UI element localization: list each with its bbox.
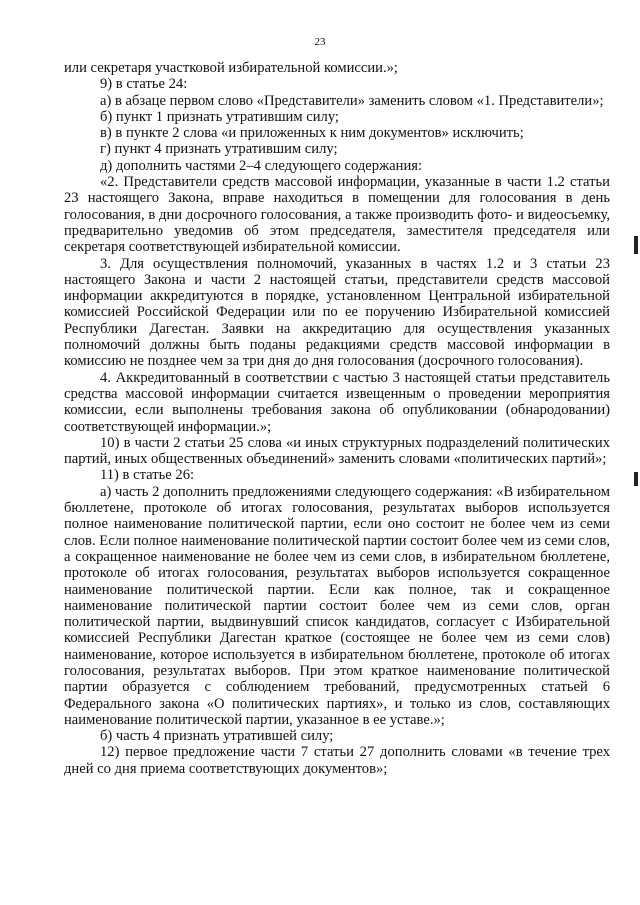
scan-edge-mark <box>634 236 638 254</box>
paragraph: 4. Аккредитованный в соответствии с частью 3 настоящей статьи представитель средства массовой информации считается извещенным о проведении мероприятия комиссии, если выполнены требования закона об опубликовании (обнародовании) соответствующей информации.»; <box>64 369 610 435</box>
paragraph: д) дополнить частями 2–4 следующего содержания: <box>100 157 423 174</box>
paragraph: а) часть 2 дополнить предложениями следующего содержания: «В избирательном бюллетене, протоколе об итогах голосования, результатах выборов используется полное наименование политической партии, если оно состоит не более чем из семи слов. Если полное наименование политической партии состоит более чем из семи слов, а сокращенное наименование не более чем из семи слов, в избирательном бюллетене, протоколе об итогах голосования, результатах выборов используется сокращенное наименование политической партии. Если как полное, так и сокращенное наименование политической партии состоит более чем из семи слов, орган политической партии, выдвинувший список кандидатов, согласует с Избирательной комиссией Республики Дагестан краткое (состоящее не более чем из семи слов) наименование, которое используется в избирательном бюллетене, протоколе об итогах голосования, результатах выборов. При этом краткое наименование политической партии образуется с соблюдением требований, предусмотренных статьей 6 Федерального закона «О политических партиях», и только из слов, составляющих наименование политической партии, указанное в ее уставе.»; <box>64 483 610 728</box>
scan-edge-mark <box>634 472 638 486</box>
paragraph: а) в абзаце первом слово «Представители» заменить словом «1. Представители»; <box>100 92 604 109</box>
document-body <box>64 60 610 777</box>
page-number: 23 <box>314 36 326 48</box>
paragraph: 11) в статье 26: <box>100 467 195 484</box>
paragraph: или секретаря участковой избирательной комиссии.»; <box>64 60 398 76</box>
paragraph: 3. Для осуществления полномочий, указанных в частях 1.2 и 3 статьи 23 настоящего Закона и части 2 настоящей статьи, представители средств массовой информации аккредитуются в порядке, установленном Центральной избирательной комиссией Российской Федерации или по ее поручению Избирательной комиссией Республики Дагестан. Заявки на аккредитацию для осуществления указанных полномочий должны быть поданы редакциями средств массовой информации в комиссию не позднее чем за три дня до дня голосования (досрочного голосования). <box>64 255 610 370</box>
paragraph: г) пункт 4 признать утратившим силу; <box>100 141 338 158</box>
paragraph: 12) первое предложение части 7 статьи 27 дополнить словами «в течение трех дней со дня приема соответствующих документов»; <box>64 744 610 777</box>
paragraph: 9) в статье 24: <box>100 76 188 93</box>
paragraph: б) часть 4 признать утратившей силу; <box>100 728 334 745</box>
paragraph: б) пункт 1 признать утратившим силу; <box>100 108 339 125</box>
paragraph: 10) в части 2 статьи 25 слова «и иных структурных подразделений политических партий, иных общественных объединений» заменить словами «политических партий»; <box>64 434 610 468</box>
paragraph: в) в пункте 2 слова «и приложенных к ним документов» исключить; <box>100 125 524 142</box>
paragraph: «2. Представители средств массовой информации, указанные в части 1.2 статьи 23 настоящего Закона, вправе находиться в помещении для голосования в день голосования, в дни досрочного голосования, а также производить фото- и видеосъемку, предварительно уведомив об этом председателя, заместителя председателя или секретаря соответствующей избирательной комиссии. <box>64 174 610 256</box>
